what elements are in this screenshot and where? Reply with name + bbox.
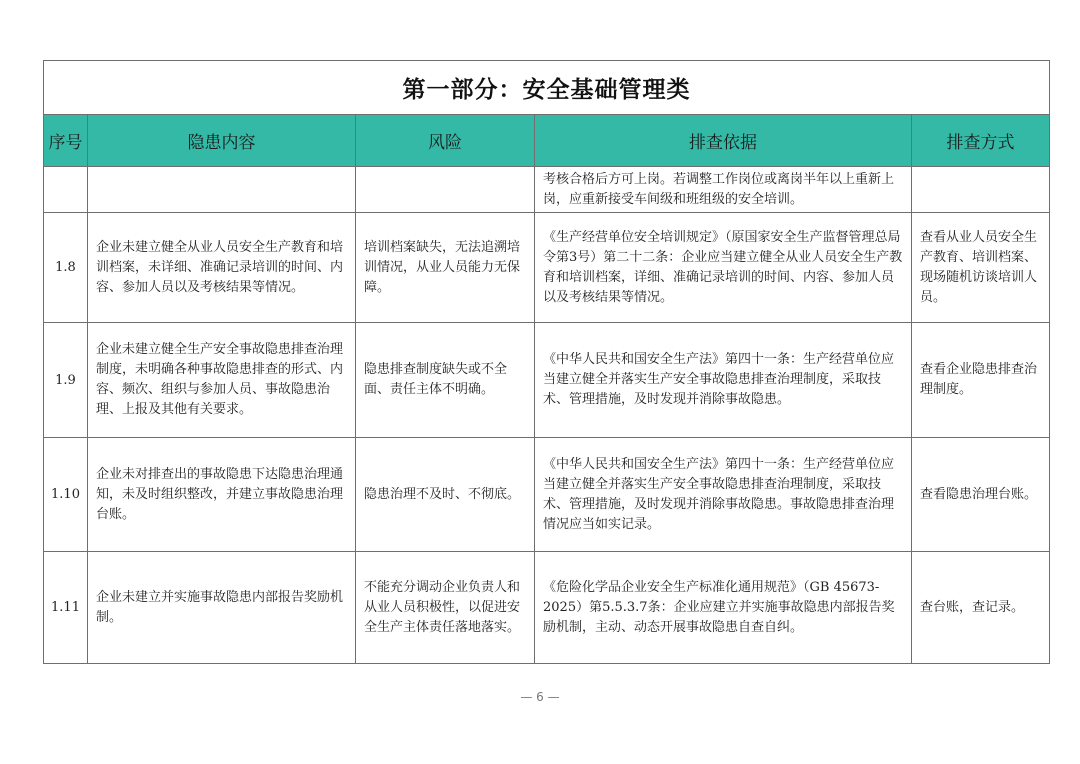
row-risk: 隐患排查制度缺失或不全面、责任主体不明确。 [356,323,535,438]
header-risk: 风险 [356,115,535,167]
header-basis: 排查依据 [535,115,912,167]
hazard-table [43,60,1050,664]
row-method: 查看从业人员安全生产教育、培训档案、现场随机访谈培训人员。 [912,213,1050,323]
row-risk: 不能充分调动企业负责人和从业人员积极性，以促进安全生产主体责任落地落实。 [356,552,535,664]
row-risk: 培训档案缺失，无法追溯培训情况，从业人员能力无保障。 [356,213,535,323]
header-row [44,115,1050,167]
row-index: 1.9 [44,323,88,438]
row-index: 1.11 [44,552,88,664]
page-number: — 6 — [520,690,560,704]
header-index: 序号 [44,115,88,167]
row-content: 企业未建立健全从业人员安全生产教育和培训档案，未详细、准确记录培训的时间、内容、参加人员以及考核结果等情况。 [88,213,356,323]
row-basis: 《中华人民共和国安全生产法》第四十一条：生产经营单位应当建立健全并落实生产安全事故隐患排查治理制度，采取技术、管理措施，及时发现并消除事故隐患。 [535,323,912,438]
row-method: 查看企业隐患排查治理制度。 [912,323,1050,438]
row-method: 查看隐患治理台账。 [912,438,1050,552]
header-content: 隐患内容 [88,115,356,167]
header-method: 排查方式 [912,115,1050,167]
title-row [44,61,1050,115]
row-index: 1.10 [44,438,88,552]
row-content: 企业未建立健全生产安全事故隐患排查治理制度，未明确各种事故隐患排查的形式、内容、频次、组织与参加人员、事故隐患治理、上报及其他有关要求。 [88,323,356,438]
section-title: 第一部分：安全基础管理类 [44,61,1050,115]
row-risk: 隐患治理不及时、不彻底。 [356,438,535,552]
table-row [44,552,1050,664]
row-content [88,167,356,213]
table-row [44,438,1050,552]
row-method [912,167,1050,213]
row-content: 企业未对排查出的事故隐患下达隐患治理通知，未及时组织整改，并建立事故隐患治理台账。 [88,438,356,552]
row-risk [356,167,535,213]
table-row [44,167,1050,213]
row-index [44,167,88,213]
row-content: 企业未建立并实施事故隐患内部报告奖励机制。 [88,552,356,664]
table-row [44,323,1050,438]
table-row [44,213,1050,323]
row-index: 1.8 [44,213,88,323]
row-basis: 《生产经营单位安全培训规定》（原国家安全生产监督管理总局令第3号）第二十二条：企业应当建立健全从业人员安全生产教育和培训档案，详细、准确记录培训的时间、内容、参加人员以及考核结果等情况。 [535,213,912,323]
row-basis: 《危险化学品企业安全生产标准化通用规范》（GB 45673-2025）第5.5.3.7条：企业应建立并实施事故隐患内部报告奖励机制，主动、动态开展事故隐患自查自纠。 [535,552,912,664]
row-basis: 考核合格后方可上岗。若调整工作岗位或离岗半年以上重新上岗，应重新接受车间级和班组级的安全培训。 [535,167,912,213]
row-method: 查台账，查记录。 [912,552,1050,664]
row-basis: 《中华人民共和国安全生产法》第四十一条：生产经营单位应当建立健全并落实生产安全事故隐患排查治理制度，采取技术、管理措施，及时发现并消除事故隐患。事故隐患排查治理情况应当如实记录。 [535,438,912,552]
